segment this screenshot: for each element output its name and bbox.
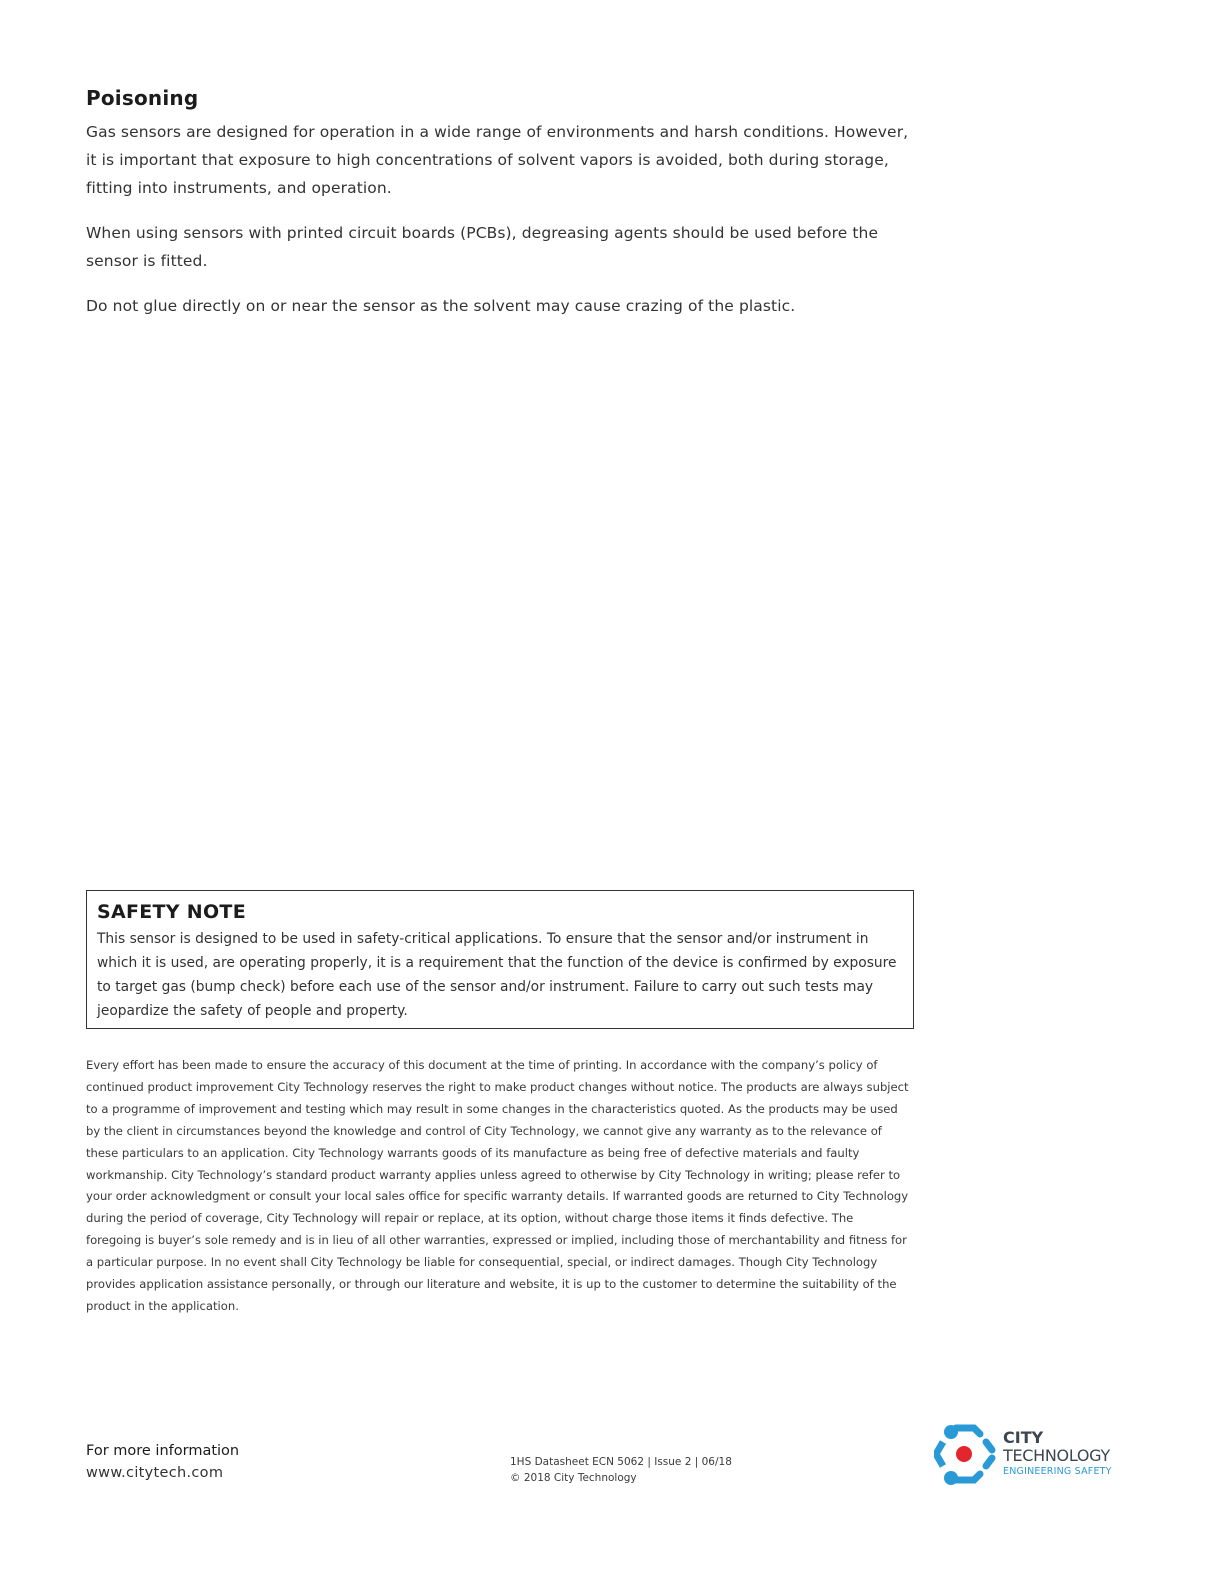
document-reference — [510, 1454, 732, 1486]
poisoning-paragraph-1: Gas sensors are designed for operation in a wide range of environments and harsh conditions. However, it is important that exposure to high concentrations of solvent vapors is avoided, both during storage, fitting into instruments, and operation. — [86, 123, 909, 197]
safety-note-text: This sensor is designed to be used in safety-critical applications. To ensure that the sensor and/or instrument in which it is used, are operating properly, it is a requirement that the function of the device is confirmed by exposure to target gas (bump check) before each use of the sensor and/or instrument. Failure to carry out such tests may jeopardize the safety of people and property. — [97, 931, 897, 1019]
copyright-line: © 2018 City Technology — [510, 1472, 637, 1484]
disclaimer-text: Every effort has been made to ensure the accuracy of this document at the time of printing. In accordance with the company’s policy of continued product improvement City Technology reserves the right to make product changes without notice. The products are always subject to a programme of improvement and testing which may result in some changes in the characteristics quoted. As the products may be used by the client in circumstances beyond the knowledge and control of City Technology, we cannot give any warranty as to the relevance of these particulars to an application. City Technology warrants goods of its manufacture as being free of defective materials and faulty workmanship. City Technology’s standard product warranty applies unless agreed to otherwise by City Technology in writing; please refer to your order acknowledgment or consult your local sales office for specific warranty details. If warranted goods are returned to City Technology during the period of coverage, City Technology will repair or replace, at its option, without charge those items it finds defective. The foregoing is buyer’s sole remedy and is in lieu of all other warranties, expressed or implied, including those of merchantability and fitness for a particular purpose. In no event shall City Technology be liable for consequential, special, or indirect damages. Though City Technology provides application assistance personally, or through our literature and website, it is up to the customer to determine the suitability of the product in the application. — [86, 1058, 909, 1313]
logo-line-2: TECHNOLOGY — [1003, 1446, 1110, 1465]
section-heading: Poisoning — [86, 86, 199, 110]
doc-ref-line: 1HS Datasheet ECN 5062 | Issue 2 | 06/18 — [510, 1456, 732, 1468]
logo-tagline: ENGINEERING SAFETY — [1003, 1466, 1112, 1477]
safety-note-title: SAFETY NOTE — [97, 901, 246, 923]
website-link[interactable]: www.citytech.com — [86, 1465, 224, 1481]
city-technology-logo — [934, 1420, 1134, 1490]
safety-note-box — [86, 890, 914, 1029]
more-info-label: For more information — [86, 1443, 240, 1459]
poisoning-paragraph-2: When using sensors with printed circuit boards (PCBs), degreasing agents should be used before the sensor is fitted. — [86, 224, 879, 270]
poisoning-paragraph-3: Do not glue directly on or near the sensor as the solvent may cause crazing of the plastic. — [86, 297, 796, 315]
logo-line-1: CITY — [1003, 1428, 1044, 1447]
logo-hex-icon — [934, 1420, 1000, 1488]
